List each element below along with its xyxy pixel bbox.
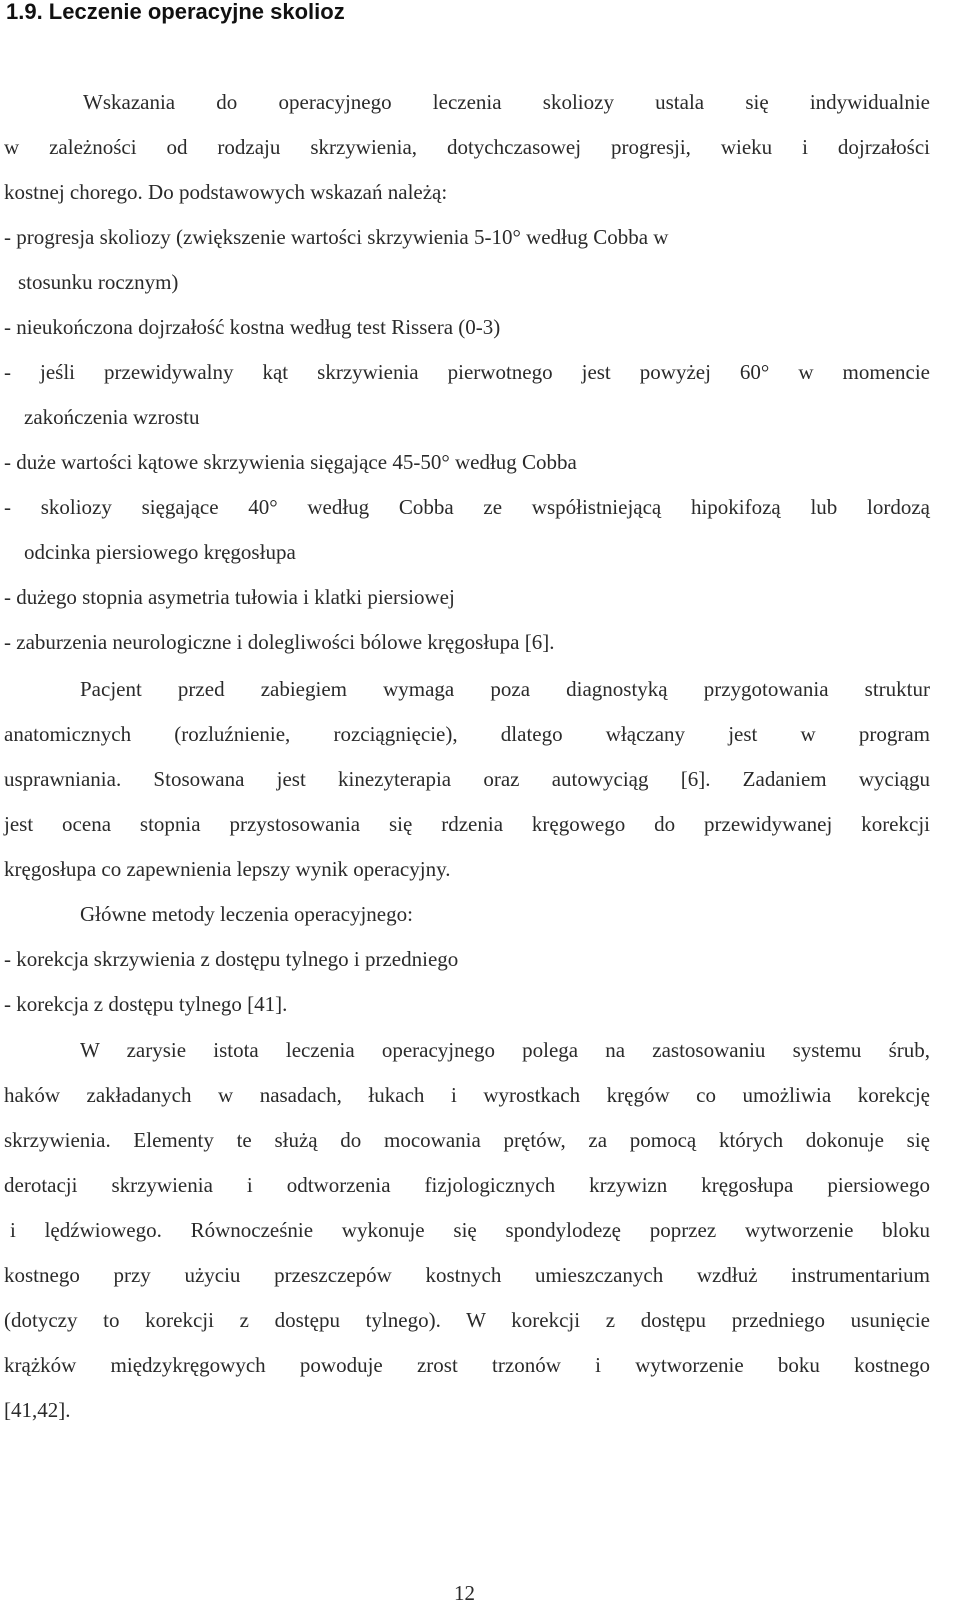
page-number: 12: [454, 1581, 475, 1605]
text-line: - korekcja skrzywienia z dostępu tylnego i przedniego: [4, 947, 459, 971]
text-line: Główne metody leczenia operacyjnego:: [80, 902, 413, 926]
text-line: - progresja skoliozy (zwiększenie wartości skrzywienia 5-10° według Cobba w: [4, 225, 669, 249]
text-line: kręgosłupa co zapewnienia lepszy wynik operacyjny.: [4, 857, 451, 881]
text-line: W zarysie istota leczenia operacyjnego polega na zastosowaniu systemu śrub,: [80, 1038, 930, 1062]
text-line: jest ocena stopnia przystosowania się rdzenia kręgowego do przewidywanej korekcji: [4, 812, 930, 836]
text-line: kostnej chorego. Do podstawowych wskazań należą:: [4, 180, 448, 204]
text-line: - jeśli przewidywalny kąt skrzywienia pierwotnego jest powyżej 60° w momencie: [4, 360, 930, 384]
text-line: skrzywienia. Elementy te służą do mocowania prętów, za pomocą których dokonuje się: [4, 1128, 930, 1152]
text-line: usprawniania. Stosowana jest kinezyterapia oraz autowyciąg [6]. Zadaniem wyciągu: [4, 767, 930, 791]
text-line: (dotyczy to korekcji z dostępu tylnego). W korekcji z dostępu przedniego usunięcie: [4, 1308, 930, 1332]
text-line: [41,42].: [4, 1398, 71, 1422]
text-line: - dużego stopnia asymetria tułowia i klatki piersiowej: [4, 585, 455, 609]
text-line: - nieukończona dojrzałość kostna według test Rissera (0-3): [4, 315, 501, 339]
section-heading: 1.9. Leczenie operacyjne skolioz: [6, 0, 345, 24]
text-line: kostnego przy użyciu przeszczepów kostnych umieszczanych wzdłuż instrumentarium: [4, 1263, 930, 1287]
text-line: stosunku rocznym): [18, 270, 179, 294]
text-line: Wskazania do operacyjnego leczenia skoliozy ustala się indywidualnie: [83, 90, 930, 114]
text-line: derotacji skrzywienia i odtworzenia fizjologicznych krzywizn kręgosłupa piersiowego: [4, 1173, 930, 1197]
text-line: - korekcja z dostępu tylnego [41].: [4, 992, 288, 1016]
text-line: - skoliozy sięgające 40° według Cobba ze współistniejącą hipokifozą lub lordozą: [4, 495, 930, 519]
text-line: Pacjent przed zabiegiem wymaga poza diagnostyką przygotowania struktur: [80, 677, 930, 701]
text-line: odcinka piersiowego kręgosłupa: [24, 540, 296, 564]
text-line: haków zakładanych w nasadach, łukach i wyrostkach kręgów co umożliwia korekcję: [4, 1083, 930, 1107]
text-line: - zaburzenia neurologiczne i dolegliwości bólowe kręgosłupa [6].: [4, 630, 555, 654]
text-line: i lędźwiowego. Równocześnie wykonuje się spondylodezę poprzez wytworzenie bloku: [10, 1218, 930, 1242]
text-line: zakończenia wzrostu: [24, 405, 200, 429]
text-line: krążków międzykręgowych powoduje zrost trzonów i wytworzenie boku kostnego: [4, 1353, 930, 1377]
text-line: - duże wartości kątowe skrzywienia sięgające 45-50° według Cobba: [4, 450, 577, 474]
text-line: w zależności od rodzaju skrzywienia, dotychczasowej progresji, wieku i dojrzałości: [4, 135, 930, 159]
text-line: anatomicznych (rozluźnienie, rozciągnięcie), dlatego włączany jest w program: [4, 722, 930, 746]
